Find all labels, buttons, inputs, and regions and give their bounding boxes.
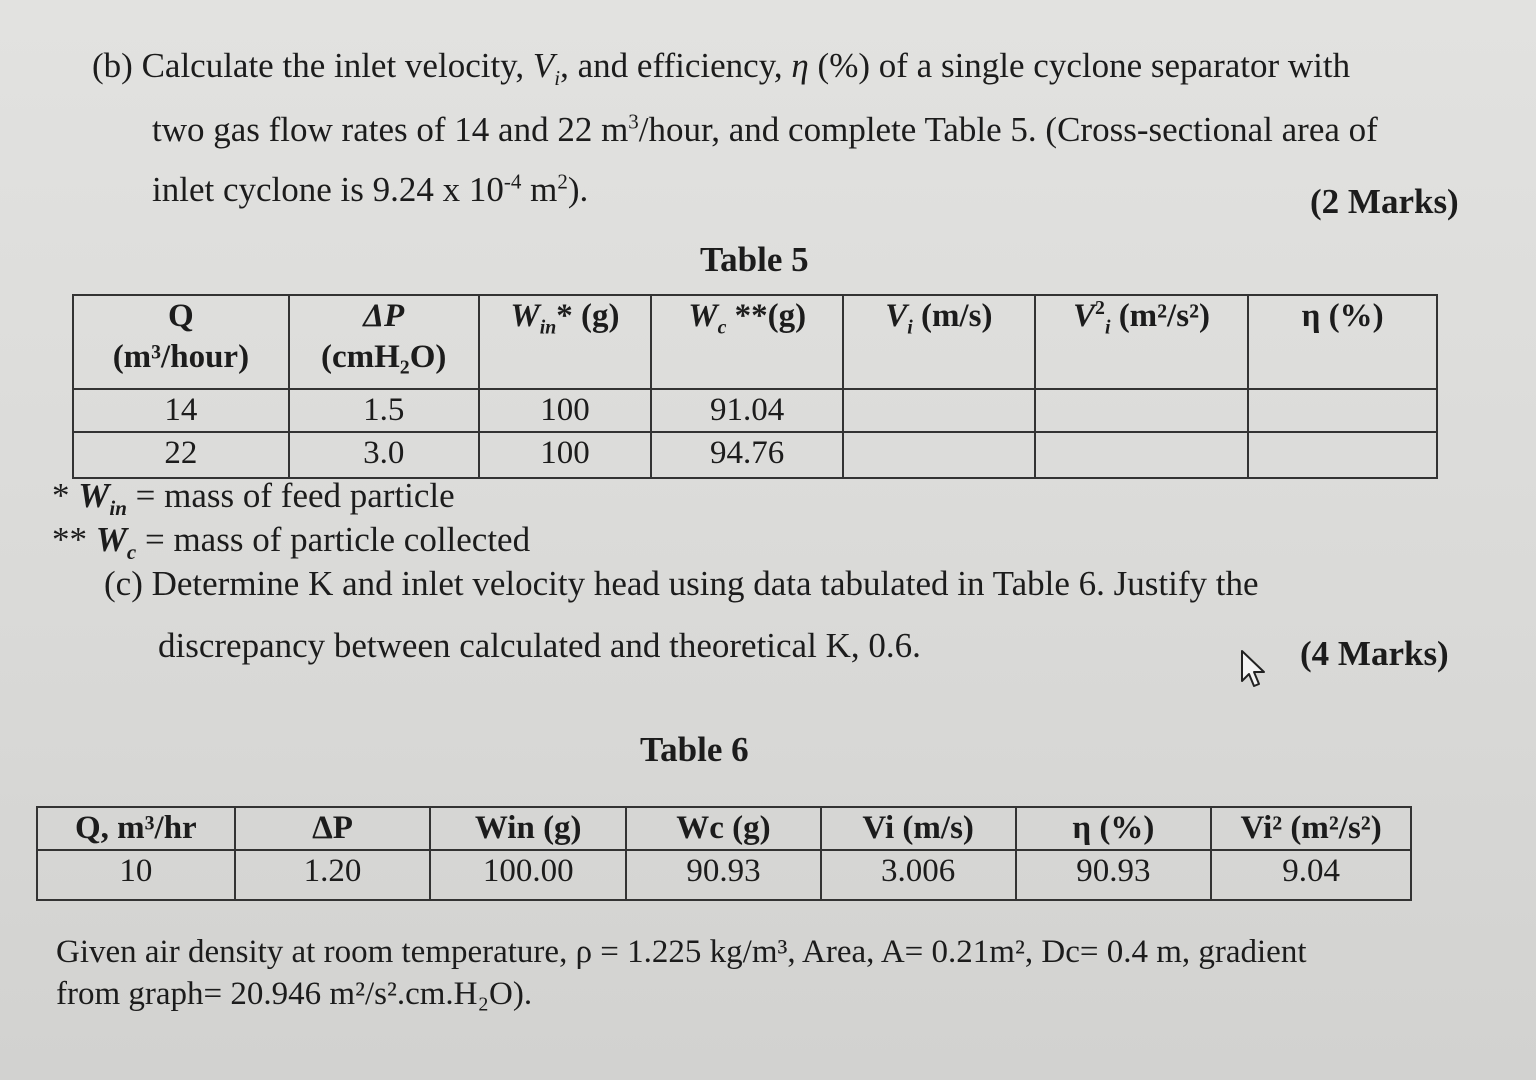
note-text: = mass of particle collected xyxy=(136,520,531,559)
header-sub: in xyxy=(539,316,557,339)
table5-cell-vi2 xyxy=(1035,389,1249,432)
eta-symbol: η xyxy=(791,46,809,85)
header-text: (m²/s²) xyxy=(1110,298,1210,334)
table5 xyxy=(72,294,1438,479)
part-b-text: inlet cyclone is 9.24 x 10 xyxy=(152,170,504,209)
header-sup: 2 xyxy=(1095,297,1105,319)
table-row xyxy=(37,850,1411,900)
note-symbol: W xyxy=(95,520,127,559)
table5-cell-vi xyxy=(843,389,1035,432)
part-c-text: Determine K and inlet velocity head using data tabulated in Table 6. Justify the xyxy=(151,564,1259,603)
table5-header-q xyxy=(73,295,289,389)
header-text: **(g) xyxy=(726,298,807,334)
note-marker: * xyxy=(52,476,70,515)
table5-cell-eta xyxy=(1248,432,1437,478)
pointer-arrow-icon xyxy=(1238,648,1268,690)
table5-header-wc xyxy=(651,295,843,389)
table6-cell-vi: 3.006 xyxy=(821,850,1016,900)
part-c-line-2: discrepancy between calculated and theoretical K, 0.6. xyxy=(158,626,921,665)
header-sub: c xyxy=(717,316,727,339)
table5-header-win xyxy=(479,295,652,389)
table6-header-vi: Vi (m/s) xyxy=(821,807,1016,850)
table6-header-vi2: Vi² (m²/s²) xyxy=(1211,807,1411,850)
table6-cell-wc: 90.93 xyxy=(626,850,821,900)
part-b-line-1 xyxy=(92,46,1351,90)
table-row xyxy=(73,389,1437,432)
header-sub: i xyxy=(907,316,913,339)
vi-symbol: V xyxy=(532,46,555,85)
header-text: V xyxy=(1073,298,1096,334)
table5-cell-vi xyxy=(843,432,1035,478)
given-line-2: from graph= 20.946 m²/s².cm.H₂O). xyxy=(56,976,533,1012)
table5-cell-win: 100 xyxy=(479,389,652,432)
part-b-text: Calculate the inlet velocity, xyxy=(141,46,533,85)
table6-cell-q: 10 xyxy=(37,850,235,900)
note-sub: in xyxy=(109,496,127,520)
part-c-line-1 xyxy=(104,566,1258,601)
table5-header-eta xyxy=(1248,295,1437,389)
table5-cell-dp: 1.5 xyxy=(289,389,479,432)
header-unit: (cmH₂O) xyxy=(321,339,447,376)
table5-cell-q: 22 xyxy=(73,432,289,478)
table6-header-win: Win (g) xyxy=(430,807,626,850)
table6-cell-vi2: 9.04 xyxy=(1211,850,1411,900)
header-unit: (m³/hour) xyxy=(112,339,250,376)
part-c-label: (c) xyxy=(104,564,143,603)
table5-cell-dp: 3.0 xyxy=(289,432,479,478)
table6-cell-win: 100.00 xyxy=(430,850,626,900)
superscript: 2 xyxy=(557,169,568,194)
header-text: (m/s) xyxy=(912,298,993,334)
table5-header-dp xyxy=(289,295,479,389)
table5-cell-wc: 91.04 xyxy=(651,389,843,432)
header-text: Q xyxy=(168,298,194,334)
table6-header-wc: Wc (g) xyxy=(626,807,821,850)
vi-subscript: i xyxy=(554,66,561,90)
given-line-1: Given air density at room temperature, ρ = 1.225 kg/m³, Area, A= 0.21m², Dc= 0.4 m, gradient xyxy=(56,934,1307,970)
header-text: W xyxy=(688,298,718,334)
header-sub: i xyxy=(1104,316,1111,339)
part-b-label: (b) xyxy=(92,46,133,85)
header-text: η (%) xyxy=(1301,298,1384,334)
table5-title: Table 5 xyxy=(700,240,809,279)
table6-cell-eta: 90.93 xyxy=(1016,850,1212,900)
superscript: 3 xyxy=(628,109,639,134)
part-b-text: , and efficiency, xyxy=(560,46,792,85)
table5-note-1 xyxy=(52,476,455,520)
part-b-text: ). xyxy=(567,170,589,209)
table5-cell-vi2 xyxy=(1035,432,1249,478)
table6-header-eta: η (%) xyxy=(1016,807,1212,850)
header-text: * (g) xyxy=(556,298,620,334)
table5-note-2 xyxy=(52,520,531,564)
table5-cell-eta xyxy=(1248,389,1437,432)
note-marker: ** xyxy=(52,520,87,559)
part-b-text: two gas flow rates of 14 and 22 m xyxy=(152,110,629,149)
table5-header-vi2 xyxy=(1035,295,1249,389)
table6-header-q: Q, m³/hr xyxy=(37,807,235,850)
table5-cell-win: 100 xyxy=(479,432,652,478)
part-b-text: (%) of a single cyclone separator with xyxy=(808,46,1351,85)
note-text: = mass of feed particle xyxy=(126,476,455,515)
table5-cell-wc: 94.76 xyxy=(651,432,843,478)
part-b-line-2 xyxy=(152,109,1378,149)
table5-header-vi xyxy=(843,295,1035,389)
table6-header-row xyxy=(37,807,1411,850)
note-sub: c xyxy=(126,540,137,564)
part-b-text: m xyxy=(521,170,558,209)
table6-title: Table 6 xyxy=(640,730,749,769)
table6 xyxy=(36,806,1412,901)
part-c-marks: (4 Marks) xyxy=(1300,634,1449,673)
part-b-marks: (2 Marks) xyxy=(1310,182,1459,221)
part-b-text: /hour, and complete Table 5. (Cross-sectional area of xyxy=(638,110,1378,149)
header-text: ΔP xyxy=(363,298,405,334)
table5-header-row xyxy=(73,295,1437,389)
part-b-line-3 xyxy=(152,169,589,209)
superscript: -4 xyxy=(503,169,522,194)
table6-header-dp: ΔP xyxy=(235,807,431,850)
header-text: W xyxy=(510,298,540,334)
table5-cell-q: 14 xyxy=(73,389,289,432)
header-text: V xyxy=(885,298,908,334)
table6-cell-dp: 1.20 xyxy=(235,850,431,900)
table-row xyxy=(73,432,1437,478)
note-symbol: W xyxy=(78,476,110,515)
